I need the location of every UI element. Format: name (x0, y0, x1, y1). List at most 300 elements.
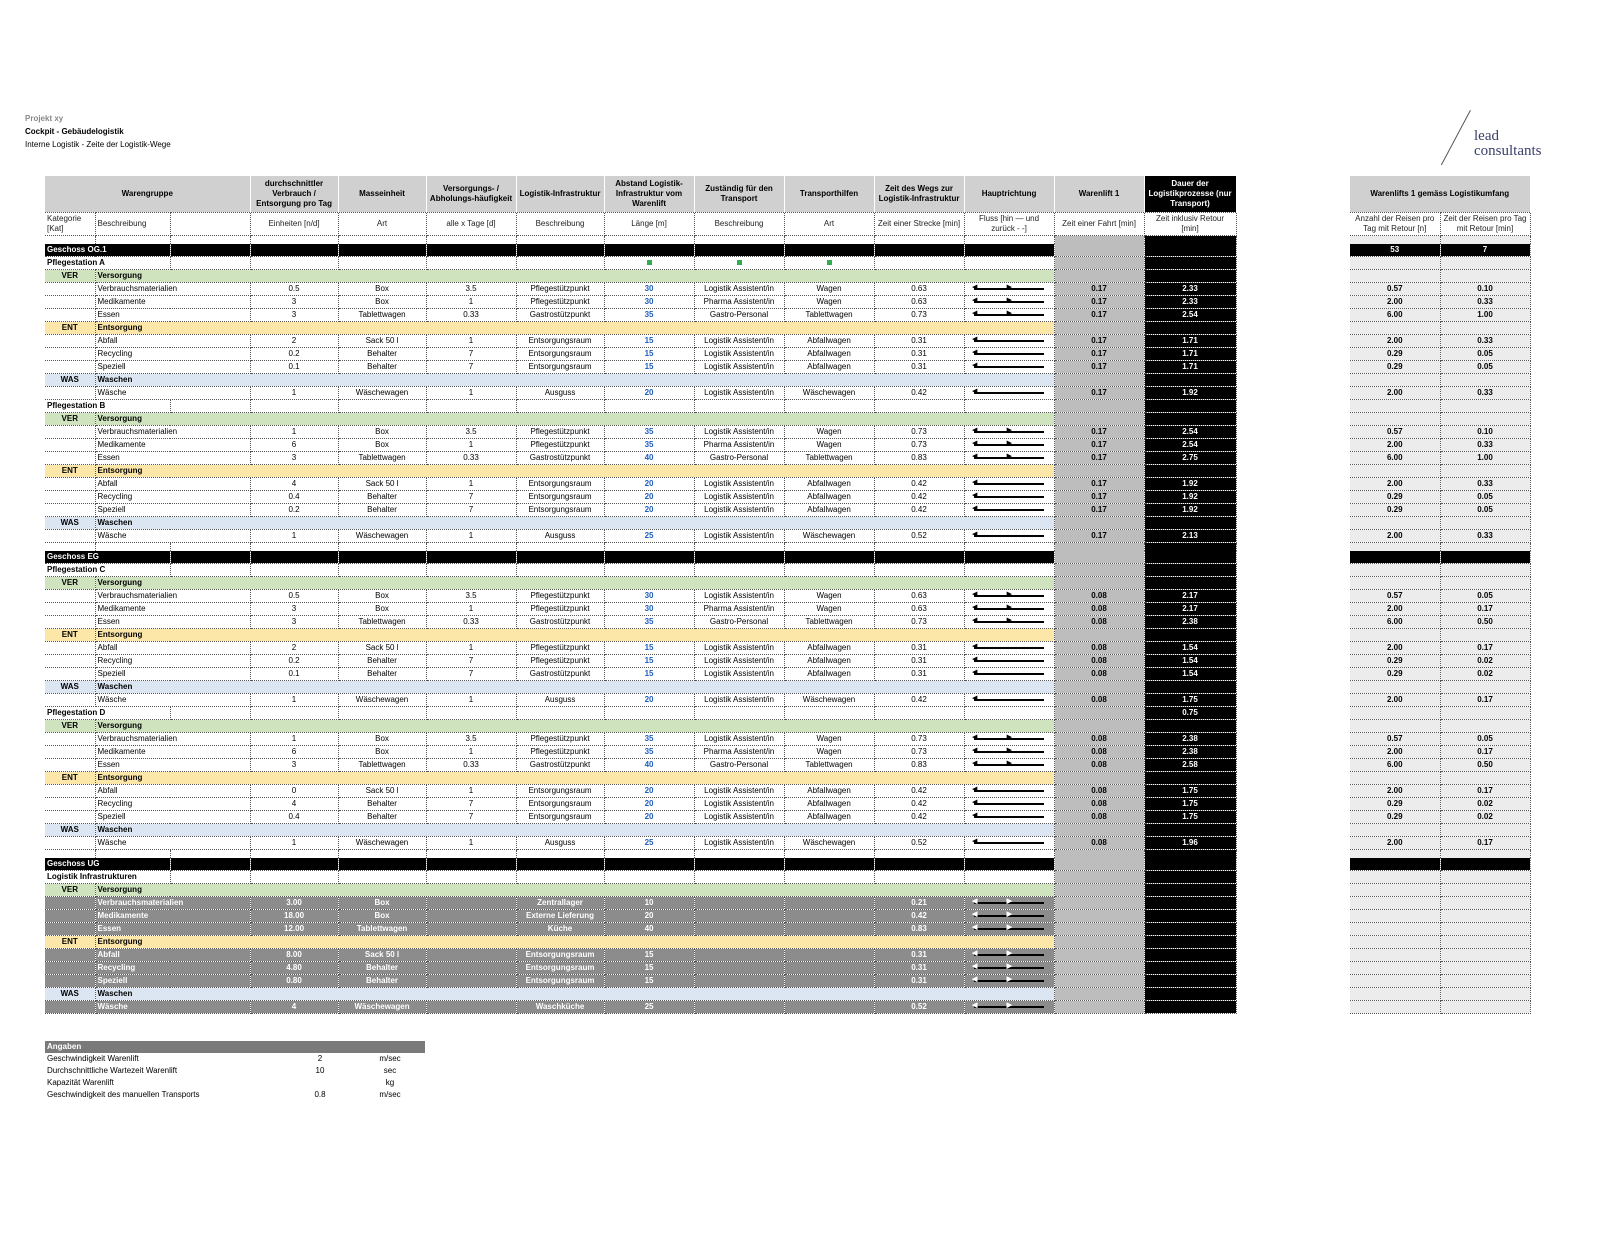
spacer-cell (1144, 236, 1236, 245)
double-arrow-icon (972, 605, 1046, 613)
item-row (45, 733, 1236, 746)
route-time: 0.73 (874, 309, 964, 322)
spacer-cell (1350, 850, 1440, 859)
frequency-value: 7 (426, 361, 516, 374)
infrastructure-name: Entsorgungsraum (516, 798, 604, 811)
table-cell (170, 707, 250, 720)
lift-time: 0.17 (1054, 296, 1144, 309)
infrastructure-name: Pflegestützpunkt (516, 733, 604, 746)
distance-value: 15 (604, 655, 694, 668)
station-row (45, 707, 1236, 720)
responsible-role: Logistik Assistent/in (694, 426, 784, 439)
item-description: Speziell (95, 361, 250, 374)
frequency-value: 3.5 (426, 426, 516, 439)
item-row (1350, 746, 1530, 759)
consumption-value: 0 (250, 785, 338, 798)
distance-value: 20 (604, 491, 694, 504)
time-per-day: 0.10 (1440, 283, 1530, 296)
distance-value: 15 (604, 335, 694, 348)
table-cell (784, 400, 874, 413)
table-cell (426, 564, 516, 577)
consumption-value: 3 (250, 452, 338, 465)
category-row (45, 629, 1236, 642)
table-cell (426, 551, 516, 564)
table-cell (1440, 871, 1530, 884)
direction-cell (964, 335, 1054, 348)
distance-value: 35 (604, 733, 694, 746)
time-per-day: 1.00 (1440, 309, 1530, 322)
table-cell (45, 504, 95, 517)
unit-type: Wäschewagen (338, 530, 426, 543)
spacer-cell (95, 850, 170, 859)
time-per-day: 0.10 (1440, 426, 1530, 439)
distance-value: 10 (604, 897, 694, 910)
transport-aid: Abfallwagen (784, 655, 874, 668)
time-per-day: 0.50 (1440, 616, 1530, 629)
table-cell (1054, 772, 1144, 785)
consumption-value: 2 (250, 335, 338, 348)
item-description: Recycling (95, 348, 250, 361)
lift-time: 0.17 (1054, 283, 1144, 296)
responsible-role (694, 910, 784, 923)
floor-label: Geschoss OG.1 (45, 244, 170, 257)
table-cell (604, 871, 694, 884)
table-cell (874, 257, 964, 270)
spacer-cell (95, 236, 170, 245)
process-duration: 2.58 (1144, 759, 1236, 772)
table-cell (1440, 720, 1530, 733)
item-row (1350, 283, 1530, 296)
distance-value: 35 (604, 616, 694, 629)
frequency-value (426, 897, 516, 910)
time-total: 7 (1440, 244, 1530, 257)
parameter-value: 0.8 (314, 1090, 326, 1099)
transport-aid: Wagen (784, 296, 874, 309)
trips-per-day: 6.00 (1350, 616, 1440, 629)
item-description: Abfall (95, 642, 250, 655)
consumption-value: 6 (250, 439, 338, 452)
col-header: Masseinheit (338, 176, 426, 213)
category-label: Versorgung (95, 884, 1054, 897)
process-duration (1144, 910, 1236, 923)
floor-row (1350, 551, 1530, 564)
time-per-day (1440, 910, 1530, 923)
process-duration: 2.13 (1144, 530, 1236, 543)
item-description: Essen (95, 616, 250, 629)
time-per-day: 0.50 (1440, 759, 1530, 772)
process-duration: 2.33 (1144, 283, 1236, 296)
status-marker-icon (737, 260, 742, 265)
table-cell (1440, 400, 1530, 413)
responsible-role (694, 897, 784, 910)
unit-type: Wäschewagen (338, 694, 426, 707)
category-label: Entsorgung (95, 629, 1054, 642)
trips-per-day: 0.57 (1350, 426, 1440, 439)
category-row (45, 681, 1236, 694)
double-arrow-icon (972, 735, 1046, 743)
unit-type: Behalter (338, 975, 426, 988)
table-cell (516, 244, 604, 257)
responsible-role: Logistik Assistent/in (694, 504, 784, 517)
category-label: Versorgung (95, 720, 1054, 733)
col-subheader: Kategorie [Kat] (45, 213, 95, 236)
category-label: Waschen (95, 824, 1054, 837)
category-code: VER (45, 720, 95, 733)
distance-value: 25 (604, 530, 694, 543)
spacer-cell (874, 543, 964, 552)
parameter-unit: m/sec (379, 1090, 401, 1099)
time-per-day: 0.05 (1440, 361, 1530, 374)
table-cell (784, 707, 874, 720)
trips-total: 53 (1350, 244, 1440, 257)
table-cell (426, 707, 516, 720)
consumption-value: 3 (250, 309, 338, 322)
distance-value: 40 (604, 452, 694, 465)
angaben-row (45, 1077, 425, 1089)
parameter-label: Durchschnittliche Wartezeit Warenlift (47, 1066, 178, 1075)
distance-value: 20 (604, 694, 694, 707)
parameter-value: 10 (315, 1066, 325, 1075)
return-arrow-icon (972, 480, 1046, 488)
time-per-day: 0.02 (1440, 798, 1530, 811)
category-code: WAS (45, 681, 95, 694)
spacer-cell (45, 543, 95, 552)
trips-per-day: 2.00 (1350, 837, 1440, 850)
table-cell (1054, 858, 1144, 871)
consumption-value: 6 (250, 746, 338, 759)
lift-time: 0.17 (1054, 491, 1144, 504)
process-duration: 1.54 (1144, 642, 1236, 655)
table-cell (874, 707, 964, 720)
time-per-day: 0.02 (1440, 668, 1530, 681)
item-row (45, 746, 1236, 759)
transport-aid (784, 949, 874, 962)
floor-label: Geschoss EG (45, 551, 170, 564)
table-cell (1350, 720, 1440, 733)
table-cell: 0.75 (1144, 707, 1236, 720)
direction-cell (964, 530, 1054, 543)
infrastructure-name: Entsorgungsraum (516, 811, 604, 824)
spacer-cell (426, 236, 516, 245)
responsible-role: Logistik Assistent/in (694, 361, 784, 374)
responsible-role: Pharma Assistent/in (694, 439, 784, 452)
angaben-header (45, 1041, 425, 1053)
item-row (1350, 975, 1530, 988)
route-time: 0.42 (874, 910, 964, 923)
time-per-day: 0.33 (1440, 439, 1530, 452)
frequency-value: 1 (426, 746, 516, 759)
time-per-day: 0.02 (1440, 811, 1530, 824)
double-arrow-icon (972, 618, 1046, 626)
table-cell (45, 694, 95, 707)
table-cell (1440, 413, 1530, 426)
category-row (1350, 465, 1530, 478)
item-description: Speziell (95, 811, 250, 824)
responsible-role (694, 962, 784, 975)
table-cell (1350, 517, 1440, 530)
table-cell (1144, 871, 1236, 884)
table-cell (1144, 400, 1236, 413)
trips-per-day: 2.00 (1350, 296, 1440, 309)
angaben-title: Angaben (45, 1041, 425, 1053)
time-per-day (1440, 897, 1530, 910)
lift-time: 0.17 (1054, 335, 1144, 348)
floor-label: Geschoss UG (45, 858, 170, 871)
double-arrow-icon (972, 592, 1046, 600)
time-per-day: 0.05 (1440, 491, 1530, 504)
category-row (45, 374, 1236, 387)
col-header: Abstand Logistik-Infrastruktur vom Warenlift (604, 176, 694, 213)
frequency-value: 7 (426, 811, 516, 824)
table-cell (1350, 884, 1440, 897)
table-cell (1144, 936, 1236, 949)
category-label: Entsorgung (95, 772, 1054, 785)
return-arrow-icon (972, 657, 1046, 665)
spacer-cell (784, 236, 874, 245)
spacer-cell (1440, 236, 1530, 245)
category-code: ENT (45, 322, 95, 335)
category-label: Entsorgung (95, 322, 1054, 335)
item-row (1350, 668, 1530, 681)
table-cell (1350, 400, 1440, 413)
item-row (45, 309, 1236, 322)
table-cell (874, 551, 964, 564)
item-row (1350, 309, 1530, 322)
table-cell (694, 871, 784, 884)
lift-time: 0.08 (1054, 590, 1144, 603)
table-cell (1054, 824, 1144, 837)
transport-aid: Abfallwagen (784, 478, 874, 491)
process-duration: 2.54 (1144, 439, 1236, 452)
item-description: Verbrauchsmaterialien (95, 590, 250, 603)
table-cell (964, 564, 1054, 577)
trips-per-day: 0.57 (1350, 590, 1440, 603)
category-code: VER (45, 884, 95, 897)
process-duration: 1.75 (1144, 694, 1236, 707)
category-row (1350, 413, 1530, 426)
item-description: Recycling (95, 655, 250, 668)
consumption-value: 0.1 (250, 668, 338, 681)
unit-type: Sack 50 l (338, 642, 426, 655)
col-subheader: Zeit einer Strecke [min] (874, 213, 964, 236)
category-row (1350, 517, 1530, 530)
consumption-value: 1 (250, 387, 338, 400)
header-row (45, 176, 1236, 213)
return-arrow-icon (972, 389, 1046, 397)
item-row (45, 694, 1236, 707)
distance-value: 20 (604, 910, 694, 923)
process-duration: 1.71 (1144, 361, 1236, 374)
table-cell (426, 871, 516, 884)
transport-aid: Wäschewagen (784, 530, 874, 543)
unit-type: Box (338, 296, 426, 309)
floor-row (45, 244, 1236, 257)
table-cell (45, 296, 95, 309)
main-table (45, 176, 1237, 1014)
spacer-cell (784, 543, 874, 552)
table-cell (1350, 707, 1440, 720)
table-cell (426, 257, 516, 270)
unit-type: Behalter (338, 491, 426, 504)
route-time: 0.42 (874, 478, 964, 491)
direction-cell (964, 949, 1054, 962)
station-row (45, 257, 1236, 270)
table-cell (1054, 988, 1144, 1001)
transport-aid: Wagen (784, 733, 874, 746)
unit-type: Tablettwagen (338, 309, 426, 322)
infrastructure-name: Gastrostützpunkt (516, 668, 604, 681)
frequency-value: 7 (426, 491, 516, 504)
table-cell (45, 910, 95, 923)
direction-cell (964, 694, 1054, 707)
table-cell (1440, 517, 1530, 530)
station-row (1350, 564, 1530, 577)
station-row (1350, 871, 1530, 884)
table-cell (45, 962, 95, 975)
unit-type: Behalter (338, 962, 426, 975)
lift-time: 0.17 (1054, 439, 1144, 452)
table-cell (1144, 257, 1236, 270)
table-cell (45, 759, 95, 772)
item-description: Wäsche (95, 694, 250, 707)
table-cell (516, 707, 604, 720)
consumption-value: 3 (250, 759, 338, 772)
company-logo (1440, 110, 1580, 170)
item-description: Wäsche (95, 387, 250, 400)
trips-per-day (1350, 975, 1440, 988)
transport-aid: Wagen (784, 603, 874, 616)
item-row (45, 530, 1236, 543)
unit-type: Behalter (338, 811, 426, 824)
frequency-value: 7 (426, 798, 516, 811)
direction-cell (964, 962, 1054, 975)
table-cell (45, 335, 95, 348)
transport-aid: Abfallwagen (784, 798, 874, 811)
table-cell (604, 244, 694, 257)
distance-value: 20 (604, 811, 694, 824)
route-time: 0.42 (874, 694, 964, 707)
col-subheader: Anzahl der Reisen pro Tag mit Retour [n] (1350, 213, 1440, 236)
table-cell (1350, 374, 1440, 387)
table-cell (1144, 564, 1236, 577)
table-cell (1054, 564, 1144, 577)
table-cell (1350, 413, 1440, 426)
trips-per-day: 6.00 (1350, 309, 1440, 322)
transport-aid (784, 962, 874, 975)
spacer-cell (694, 236, 784, 245)
frequency-value: 1 (426, 530, 516, 543)
category-row (1350, 629, 1530, 642)
category-label: Waschen (95, 374, 1054, 387)
category-code: WAS (45, 374, 95, 387)
unit-type: Tablettwagen (338, 616, 426, 629)
spacer-cell (516, 850, 604, 859)
double-arrow-icon (972, 1003, 1046, 1011)
station-label: Pflegestation A (45, 257, 170, 270)
table-cell (1440, 936, 1530, 949)
process-duration (1144, 975, 1236, 988)
infrastructure-name: Gastrostützpunkt (516, 452, 604, 465)
spacer-cell (784, 850, 874, 859)
item-description: Abfall (95, 335, 250, 348)
responsible-role: Logistik Assistent/in (694, 491, 784, 504)
table-cell (1350, 564, 1440, 577)
spacer-cell (604, 850, 694, 859)
return-arrow-icon (972, 787, 1046, 795)
table-cell (1350, 322, 1440, 335)
table-cell (1440, 564, 1530, 577)
consumption-value: 3 (250, 616, 338, 629)
frequency-value: 0.33 (426, 309, 516, 322)
item-row (45, 759, 1236, 772)
item-row (45, 910, 1236, 923)
responsible-role (694, 949, 784, 962)
lift-time: 0.08 (1054, 798, 1144, 811)
return-arrow-icon (972, 800, 1046, 808)
table-cell (45, 798, 95, 811)
process-duration: 1.71 (1144, 348, 1236, 361)
item-row (45, 491, 1236, 504)
infrastructure-name: Pflegestützpunkt (516, 296, 604, 309)
category-row (1350, 720, 1530, 733)
col-subheader: Art (338, 213, 426, 236)
table-cell (1054, 629, 1144, 642)
trips-per-day: 0.29 (1350, 655, 1440, 668)
direction-cell (964, 616, 1054, 629)
direction-cell (964, 733, 1054, 746)
item-description: Verbrauchsmaterialien (95, 426, 250, 439)
category-row (1350, 824, 1530, 837)
infrastructure-name: Pflegestützpunkt (516, 590, 604, 603)
header-row (1350, 176, 1530, 213)
table-cell (784, 871, 874, 884)
spacer-cell (874, 850, 964, 859)
item-description: Wäsche (95, 1001, 250, 1014)
table-cell (1054, 517, 1144, 530)
unit-type: Box (338, 590, 426, 603)
table-cell (1054, 871, 1144, 884)
lift-time: 0.08 (1054, 785, 1144, 798)
transport-aid: Tablettwagen (784, 616, 874, 629)
responsible-role: Gastro-Personal (694, 759, 784, 772)
route-time: 0.42 (874, 491, 964, 504)
table-cell (338, 551, 426, 564)
table-cell (45, 348, 95, 361)
direction-cell (964, 348, 1054, 361)
station-label: Pflegestation B (45, 400, 170, 413)
item-row (45, 387, 1236, 400)
table-cell (1350, 772, 1440, 785)
item-description: Essen (95, 309, 250, 322)
table-cell (338, 858, 426, 871)
table-cell (426, 858, 516, 871)
col-subheader (170, 213, 250, 236)
route-time: 0.31 (874, 642, 964, 655)
responsible-role: Logistik Assistent/in (694, 283, 784, 296)
consumption-value: 12.00 (250, 923, 338, 936)
table-cell (1054, 465, 1144, 478)
process-duration: 2.38 (1144, 733, 1236, 746)
table-cell (1144, 270, 1236, 283)
category-row (45, 270, 1236, 283)
table-cell (1054, 322, 1144, 335)
table-cell (1054, 400, 1144, 413)
item-description: Abfall (95, 949, 250, 962)
double-arrow-icon (972, 441, 1046, 449)
category-row (1350, 884, 1530, 897)
lift-time: 0.08 (1054, 759, 1144, 772)
route-time: 0.31 (874, 655, 964, 668)
